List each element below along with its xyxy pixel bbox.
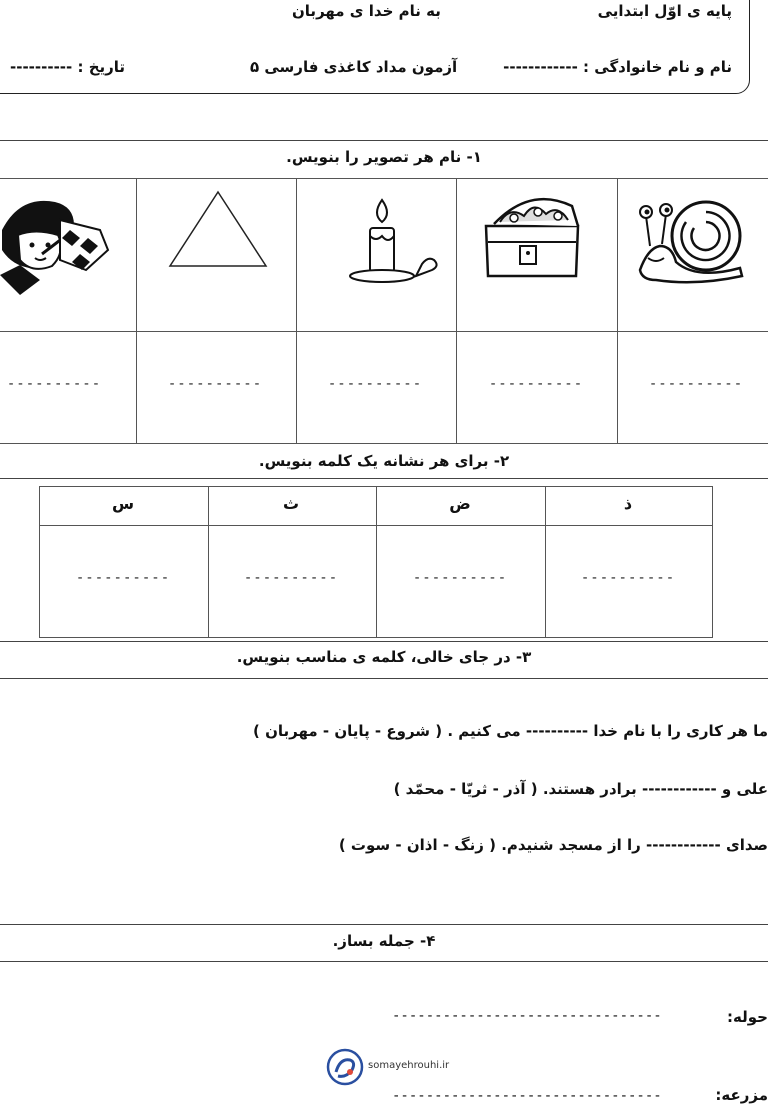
date-field-label[interactable]: تاریخ : ---------- — [10, 58, 126, 76]
divider — [0, 641, 768, 642]
letter-se: ث — [282, 494, 300, 513]
letter-zad: ض — [449, 494, 471, 513]
q2-answer-blank[interactable]: ---------- — [243, 570, 339, 586]
snail-icon — [636, 188, 746, 288]
column-divider — [136, 179, 137, 443]
letter-sin: س — [111, 494, 135, 513]
q3-sentence-1[interactable]: ما هر کاری را با نام خدا ---------- می کنیم . ( شروع - پایان - مهربان ) — [253, 722, 768, 740]
divider — [0, 478, 768, 479]
candle-icon — [342, 196, 442, 288]
grade-label: پایه ی اوّل ابتدایی — [597, 2, 732, 20]
site-logo-icon — [326, 1048, 364, 1086]
row-divider — [40, 525, 712, 526]
divider — [0, 961, 768, 962]
q2-title: ۲- برای هر نشانه یک کلمه بنویس. — [258, 452, 510, 470]
q2-answer-blank[interactable]: ---------- — [580, 570, 676, 586]
q2-answer-blank[interactable]: ---------- — [75, 570, 171, 586]
row-divider — [0, 331, 768, 332]
q1-title: ۱- نام هر تصویر را بنویس. — [286, 148, 482, 166]
q3-title: ۳- در جای خالی، کلمه ی مناسب بنویس. — [236, 648, 532, 666]
q1-answer-blank[interactable]: ---------- — [167, 376, 263, 392]
triangle-icon — [166, 188, 270, 272]
q1-answer-blank[interactable]: ---------- — [6, 376, 102, 392]
q4-answer-blank[interactable]: -------------------------------- — [392, 1088, 662, 1104]
q1-answer-blank[interactable]: ---------- — [648, 376, 744, 392]
letter-zal: ذ — [623, 494, 633, 513]
q1-answer-blank[interactable]: ---------- — [488, 376, 584, 392]
q1-answer-blank[interactable]: ---------- — [327, 376, 423, 392]
q4-word-label: حوله: — [727, 1008, 768, 1026]
treasure-chest-icon — [480, 186, 584, 282]
site-url[interactable]: somayehrouhi.ir — [368, 1060, 450, 1071]
column-divider — [617, 179, 618, 443]
q3-sentence-2[interactable]: علی و ------------ برادر هستند. ( آذر - ثریّا - محمّد ) — [393, 780, 768, 798]
basmala: به نام خدا ی مهربان — [292, 2, 441, 20]
q3-sentence-3[interactable]: صدای ------------ را از مسجد شنیدم. ( زنگ - اذان - سوت ) — [338, 836, 768, 854]
q4-title: ۴- جمله بساز. — [332, 932, 436, 950]
divider — [0, 678, 768, 679]
exam-title: آزمون مداد کاغذی فارسی ۵ — [250, 58, 458, 76]
divider — [0, 140, 768, 141]
sick-boy-icon — [0, 190, 110, 300]
divider — [0, 924, 768, 925]
column-divider — [296, 179, 297, 443]
q4-word-label: مزرعه: — [715, 1086, 768, 1104]
column-divider — [456, 179, 457, 443]
name-field-label[interactable]: نام و نام خانوادگی : ------------ — [503, 58, 732, 76]
q2-answer-blank[interactable]: ---------- — [412, 570, 508, 586]
q4-answer-blank[interactable]: -------------------------------- — [392, 1008, 662, 1024]
